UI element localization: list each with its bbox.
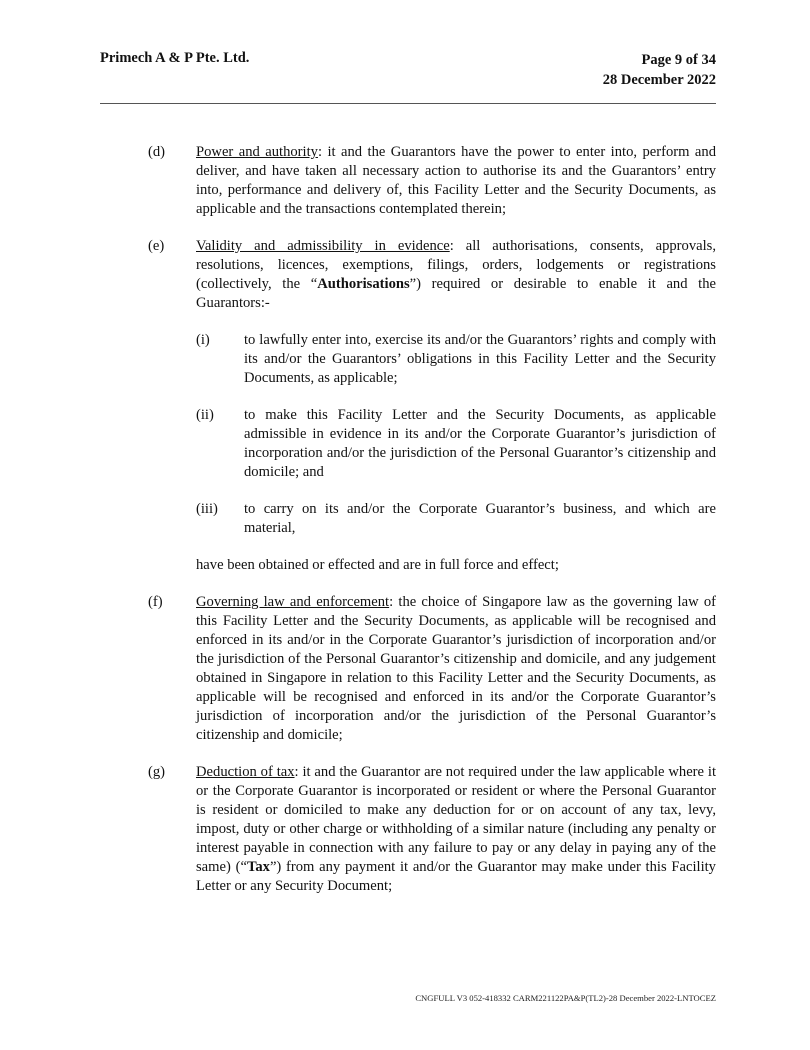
page-info bbox=[603, 50, 716, 90]
clause-e bbox=[148, 237, 716, 575]
clause-text bbox=[196, 143, 716, 219]
clause-number: (d) bbox=[148, 144, 166, 160]
clause-number: (g) bbox=[148, 764, 166, 780]
sub-clause-list bbox=[196, 331, 716, 538]
clause-f bbox=[148, 593, 716, 745]
clause-body: ”) from any payment it and/or the Guarantor may make under this Facility Letter or any Security Document; bbox=[196, 859, 716, 894]
clause-body: : it and the Guarantor are not required under the law applicable where it or the Corporate Guarantor is incorporated or resident or where the Personal Guarantor is resident or domiciled to make any deduction for or on account of any tax, levy, impost, duty or other charge or withholding of a similar nature (including any penalty or interest payable in connection with any failure to pay or any delay in paying any of the same) (“ bbox=[196, 764, 717, 875]
clause-number: (f) bbox=[148, 594, 163, 610]
clause-heading: Governing law and enforcement bbox=[196, 594, 390, 610]
sub-clause-text: to lawfully enter into, exercise its and/or the Guarantors’ rights and comply with its and/or the Guarantors’ obligations in this Facility Letter and the Security Documents, as applicable; bbox=[244, 332, 716, 386]
sub-clause-text: to make this Facility Letter and the Security Documents, as applicable admissible in evidence in its and/or the Corporate Guarantor’s jurisdiction of incorporation and/or the jurisdiction of the Personal Guarantor’s citizenship and domicile; and bbox=[244, 407, 716, 480]
page-number: Page 9 of 34 bbox=[641, 52, 716, 68]
clause-body: : all authorisations, consents, approvals, resolutions, licences, exemptions, filings, orders, lodgements or registrations (collectively, the “ bbox=[196, 238, 716, 292]
defined-term: Authorisations bbox=[317, 276, 410, 292]
clause-text bbox=[196, 763, 716, 896]
sub-clause-iii bbox=[196, 500, 716, 538]
clause-heading: Power and authority bbox=[196, 144, 318, 160]
sub-clause-number: (ii) bbox=[196, 407, 214, 423]
sub-clause-number: (iii) bbox=[196, 501, 218, 517]
clause-text bbox=[196, 593, 716, 745]
document-date: 28 December 2022 bbox=[602, 72, 716, 88]
clause-text bbox=[196, 237, 716, 313]
clause-body: ”) required or desirable to enable it and the Guarantors:- bbox=[196, 276, 716, 311]
clause-number: (e) bbox=[148, 238, 165, 254]
clause-body: : the choice of Singapore law as the governing law of this Facility Letter and the Security Documents, as applicable will be recognised and enforced in its and/or in the Corporate Guarantor’s jurisdiction of incorporation and/or the jurisdiction of the Personal Guarantor’s citizenship and domicile, and any judgement obtained in Singapore in relation to this Facility Letter and the Security Documents, as applicable will be recognised and enforced in its and/or the Corporate Guarantor’s jurisdiction of incorporation and/or the jurisdiction of the Personal Guarantor’s citizenship and domicile; bbox=[196, 594, 716, 743]
document-body bbox=[148, 143, 716, 914]
clause-body: : it and the Guarantors have the power to enter into, perform and deliver, and have taken all necessary action to authorise its and the Guarantors’ entry into, performance and delivery of, this Facility Letter and the Security Documents, as applicable and the transactions contemplated therein; bbox=[196, 144, 716, 217]
clause-heading: Deduction of tax bbox=[196, 764, 295, 780]
clause-d bbox=[148, 143, 716, 219]
sub-clause-i bbox=[196, 331, 716, 388]
sub-clause-text: to carry on its and/or the Corporate Guarantor’s business, and which are material, bbox=[244, 501, 716, 536]
page-header bbox=[100, 50, 716, 94]
defined-term: Tax bbox=[246, 859, 270, 875]
sub-clause-number: (i) bbox=[196, 332, 210, 348]
clause-g bbox=[148, 763, 716, 896]
clause-tail: have been obtained or effected and are in full force and effect; bbox=[196, 557, 559, 573]
clause-heading: Validity and admissibility in evidence bbox=[196, 238, 450, 254]
company-name: Primech A & P Pte. Ltd. bbox=[100, 50, 250, 66]
header-divider bbox=[100, 103, 716, 104]
sub-clause-ii bbox=[196, 406, 716, 482]
document-reference-footer: CNGFULL V3 052-418332 CARM221122PA&P(TL2)-28 December 2022-LNTOCEZ bbox=[415, 993, 716, 1003]
